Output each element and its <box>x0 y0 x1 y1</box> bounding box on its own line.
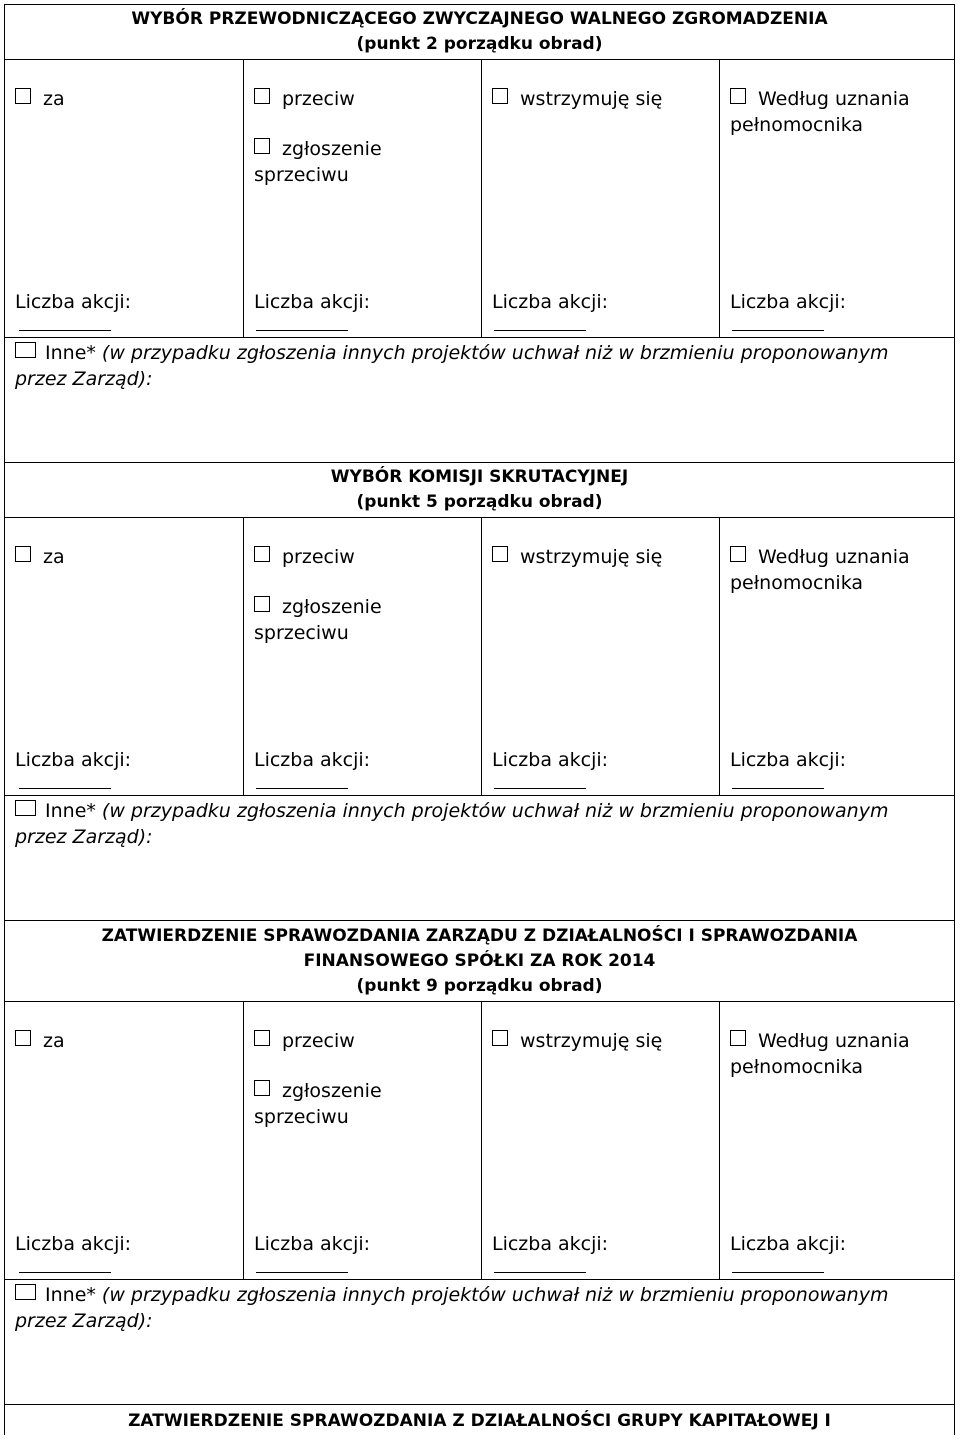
column-za <box>5 1002 243 1279</box>
checkbox-inne[interactable] <box>15 1284 36 1300</box>
section-2-agenda-point: (punkt 5 porządku obrad) <box>356 492 603 512</box>
checkbox-przeciw[interactable] <box>254 546 270 562</box>
option-zgloszenie-sprzeciwu[interactable]: zgłoszenie sprzeciwu <box>254 596 382 644</box>
shares-count-field[interactable] <box>494 788 586 789</box>
option-za[interactable]: za <box>15 86 65 112</box>
column-przeciw <box>243 60 482 337</box>
shares-count-field[interactable] <box>19 330 111 331</box>
checkbox-przeciw[interactable] <box>254 88 270 104</box>
section-3-header <box>5 920 954 1002</box>
section-2-votes <box>5 518 954 796</box>
shares-count-field[interactable] <box>256 788 348 789</box>
shares-count-label: Liczba akcji: <box>730 291 847 313</box>
column-wedlug-uznania <box>719 60 954 337</box>
shares-count-field[interactable] <box>19 1272 111 1273</box>
shares-count-label: Liczba akcji: <box>15 1233 132 1255</box>
column-przeciw <box>243 518 482 795</box>
checkbox-zgloszenie-sprzeciwu[interactable] <box>254 138 270 154</box>
shares-count-field[interactable] <box>732 1272 824 1273</box>
column-za <box>5 518 243 795</box>
shares-count-field[interactable] <box>19 788 111 789</box>
checkbox-wstrzymuje-sie[interactable] <box>492 88 508 104</box>
shares-count-label: Liczba akcji: <box>730 749 847 771</box>
column-przeciw <box>243 1002 482 1279</box>
other-instructions[interactable]: Inne* (w przypadku zgłoszenia innych projektów uchwał niż w brzmieniu proponowanym przez Zarząd): <box>15 342 889 390</box>
shares-count-field[interactable] <box>256 330 348 331</box>
option-przeciw[interactable]: przeciw <box>254 86 355 112</box>
section-3-agenda-point: (punkt 9 porządku obrad) <box>356 975 603 996</box>
option-zgloszenie-sprzeciwu[interactable]: zgłoszenie sprzeciwu <box>254 138 382 186</box>
column-wstrzymuje <box>481 60 720 337</box>
shares-count-label: Liczba akcji: <box>492 749 609 771</box>
checkbox-wedlug-uznania[interactable] <box>730 88 746 104</box>
checkbox-inne[interactable] <box>15 800 36 816</box>
section-3-title-line-2: FINANSOWEGO SPÓŁKI ZA ROK 2014 <box>303 950 656 971</box>
section-1-title: WYBÓR PRZEWODNICZĄCEGO ZWYCZAJNEGO WALNEGO ZGROMADZENIA <box>131 9 828 29</box>
shares-count-field[interactable] <box>732 330 824 331</box>
shares-count-label: Liczba akcji: <box>730 1233 847 1255</box>
shares-count-label: Liczba akcji: <box>15 291 132 313</box>
shares-count-field[interactable] <box>732 788 824 789</box>
section-2-header <box>5 462 954 518</box>
section-3-title-line-1: ZATWIERDZENIE SPRAWOZDANIA ZARZĄDU Z DZIAŁALNOŚCI I SPRAWOZDANIA <box>101 925 858 946</box>
checkbox-wedlug-uznania[interactable] <box>730 546 746 562</box>
column-wstrzymuje <box>481 518 720 795</box>
shares-count-label: Liczba akcji: <box>254 749 371 771</box>
option-zgloszenie-sprzeciwu[interactable]: zgłoszenie sprzeciwu <box>254 1080 382 1128</box>
checkbox-za[interactable] <box>15 546 31 562</box>
checkbox-za[interactable] <box>15 88 31 104</box>
section-3-votes <box>5 1002 954 1280</box>
option-za[interactable]: za <box>15 544 65 570</box>
checkbox-wstrzymuje-sie[interactable] <box>492 546 508 562</box>
option-przeciw[interactable]: przeciw <box>254 544 355 570</box>
checkbox-zgloszenie-sprzeciwu[interactable] <box>254 1080 270 1096</box>
section-1-votes <box>5 60 954 338</box>
shares-count-field[interactable] <box>494 1272 586 1273</box>
checkbox-za[interactable] <box>15 1030 31 1046</box>
section-1-agenda-point: (punkt 2 porządku obrad) <box>356 34 603 54</box>
checkbox-inne[interactable] <box>15 342 36 358</box>
option-wedlug-uznania[interactable]: Według uznania pełnomocnika <box>730 1030 910 1078</box>
shares-count-field[interactable] <box>494 330 586 331</box>
option-za[interactable]: za <box>15 1028 65 1054</box>
section-4-title: ZATWIERDZENIE SPRAWOZDANIA Z DZIAŁALNOŚCI GRUPY KAPITAŁOWEJ I <box>128 1411 831 1431</box>
proxy-voting-form <box>4 4 955 1435</box>
checkbox-wstrzymuje-sie[interactable] <box>492 1030 508 1046</box>
shares-count-label: Liczba akcji: <box>15 749 132 771</box>
checkbox-wedlug-uznania[interactable] <box>730 1030 746 1046</box>
other-instructions[interactable]: Inne* (w przypadku zgłoszenia innych projektów uchwał niż w brzmieniu proponowanym przez Zarząd): <box>15 800 889 848</box>
option-przeciw[interactable]: przeciw <box>254 1028 355 1054</box>
option-wedlug-uznania[interactable]: Według uznania pełnomocnika <box>730 546 910 594</box>
shares-count-label: Liczba akcji: <box>254 291 371 313</box>
option-wedlug-uznania[interactable]: Według uznania pełnomocnika <box>730 88 910 136</box>
section-2-title: WYBÓR KOMISJI SKRUTACYJNEJ <box>330 467 629 487</box>
shares-count-label: Liczba akcji: <box>492 291 609 313</box>
section-4-header <box>5 1404 954 1440</box>
column-wedlug-uznania <box>719 1002 954 1279</box>
option-wstrzymuje-sie[interactable]: wstrzymuję się <box>492 86 662 112</box>
column-za <box>5 60 243 337</box>
shares-count-field[interactable] <box>256 1272 348 1273</box>
other-instructions[interactable]: Inne* (w przypadku zgłoszenia innych projektów uchwał niż w brzmieniu proponowanym przez Zarząd): <box>15 1284 889 1332</box>
option-wstrzymuje-sie[interactable]: wstrzymuję się <box>492 544 662 570</box>
column-wstrzymuje <box>481 1002 720 1279</box>
option-wstrzymuje-sie[interactable]: wstrzymuję się <box>492 1028 662 1054</box>
checkbox-zgloszenie-sprzeciwu[interactable] <box>254 596 270 612</box>
shares-count-label: Liczba akcji: <box>492 1233 609 1255</box>
column-wedlug-uznania <box>719 518 954 795</box>
shares-count-label: Liczba akcji: <box>254 1233 371 1255</box>
checkbox-przeciw[interactable] <box>254 1030 270 1046</box>
section-1-header <box>5 4 954 60</box>
